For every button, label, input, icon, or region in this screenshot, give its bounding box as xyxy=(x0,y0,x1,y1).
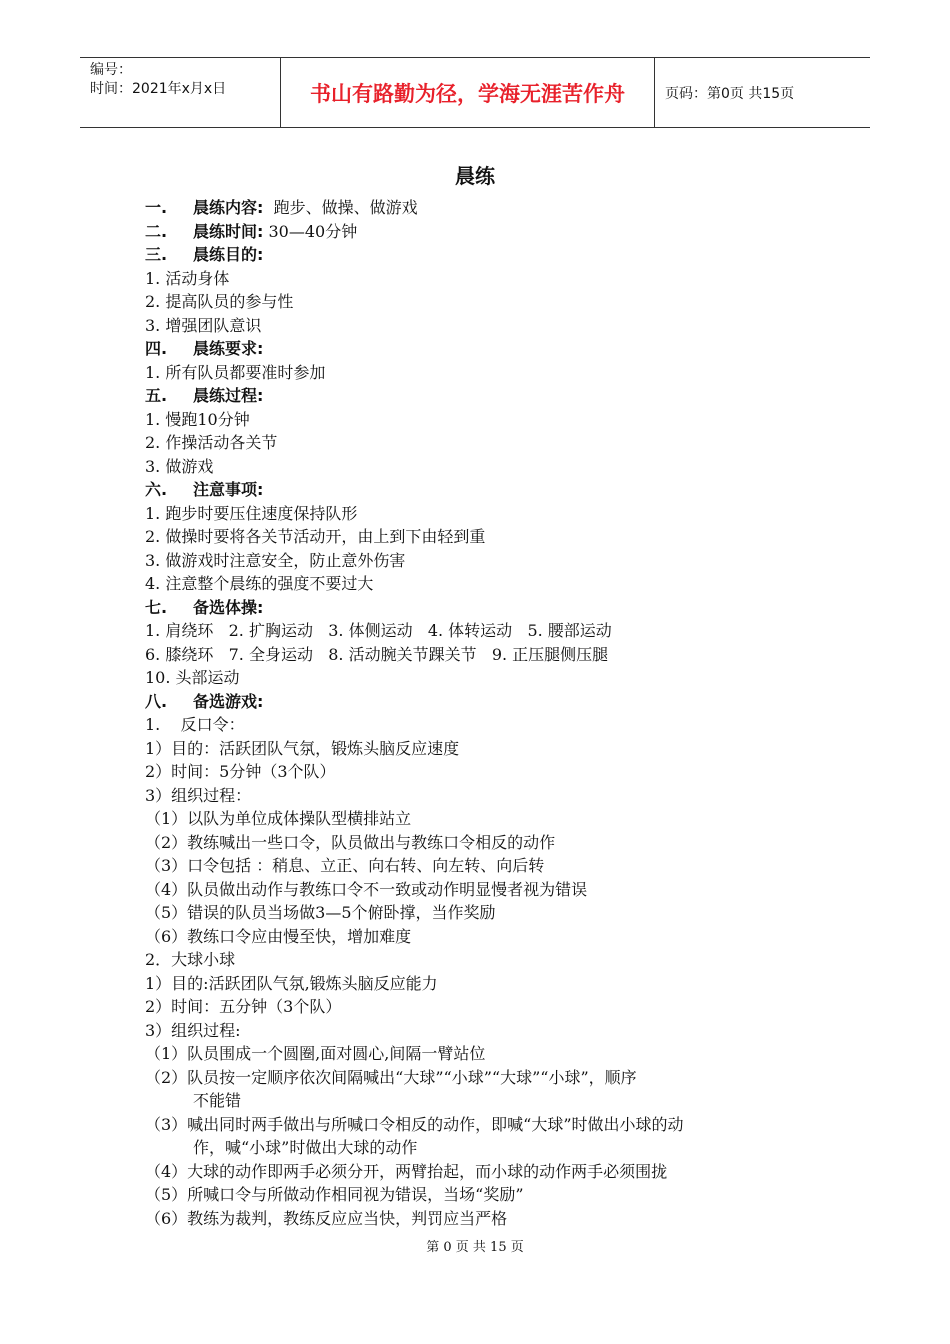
list-item: 1. 慢跑10分钟 xyxy=(145,409,250,429)
list-item: 1. 活动身体 xyxy=(145,268,230,288)
section-number: 五. xyxy=(145,386,168,405)
section-label: 晨练时间: xyxy=(193,221,264,241)
header-page-info: 页码：第0页 共15页 xyxy=(665,85,795,102)
list-item: （1）以队为单位成体操队型横排站立 xyxy=(145,809,412,828)
list-item: 10. 头部运动 xyxy=(145,668,240,687)
list-item: 1. 所有队员都要准时参加 xyxy=(145,362,326,382)
list-item: （6）教练口令应由慢至快，增加难度 xyxy=(145,926,412,946)
list-item: 1. 反口令： xyxy=(145,715,245,734)
list-item: 1）目的：活跃团队气氛，锻炼头脑反应速度 xyxy=(145,738,460,758)
section-label: 注意事项: xyxy=(193,480,264,499)
section-heading xyxy=(145,690,825,714)
list-item: 3）组织过程： xyxy=(145,785,252,805)
list-item: 3. 做游戏时注意安全，防止意外伤害 xyxy=(145,550,406,570)
list-item: （1）队员围成一个圆圈,面对圆心,间隔一臂站位 xyxy=(145,1044,486,1063)
list-item: 2．大球小球 xyxy=(145,950,236,969)
section-heading xyxy=(145,196,825,220)
section-number: 二. xyxy=(145,221,168,241)
list-item: （2）队员按一定顺序依次间隔喊出“大球”“小球”“大球”“小球”，顺序 xyxy=(145,1067,637,1087)
list-item: 4. 注意整个晨练的强度不要过大 xyxy=(145,574,374,593)
section-number: 七. xyxy=(145,597,168,617)
section-heading xyxy=(145,337,825,361)
list-item: 2. 做操时要将各关节活动开，由上到下由轻到重 xyxy=(145,527,486,546)
page-footer: 第 0 页 共 15 页 xyxy=(426,1240,524,1255)
header-meta xyxy=(80,58,281,127)
page-header xyxy=(80,57,870,128)
document-body xyxy=(145,196,825,1230)
section-number: 六. xyxy=(145,480,168,499)
section-number: 四. xyxy=(145,339,168,358)
list-item: （6）教练为裁判，教练反应应当快，判罚应当严格 xyxy=(145,1208,508,1228)
list-item: 2. 作操活动各关节 xyxy=(145,433,278,452)
section-value: 跑步、做操、做游戏 xyxy=(263,198,418,217)
list-item: 1. 肩绕环 2. 扩胸运动 3. 体侧运动 4. 体转运动 5. 腰部运动 xyxy=(145,621,612,640)
section-number: 八. xyxy=(145,691,168,711)
list-item: （5）错误的队员当场做3—5个俯卧撑，当作奖励 xyxy=(145,903,496,922)
section-heading xyxy=(145,596,825,620)
section-label: 晨练内容: xyxy=(193,198,264,217)
list-item: （4）大球的动作即两手必须分开，两臂抬起，而小球的动作两手必须围拢 xyxy=(145,1161,668,1181)
section-number: 三. xyxy=(145,245,168,264)
document-title: 晨练 xyxy=(455,164,495,188)
section-number: 一. xyxy=(145,198,168,217)
list-item-continuation: 不能错 xyxy=(193,1091,242,1110)
list-item: 2. 提高队员的参与性 xyxy=(145,292,294,311)
section-label: 备选体操: xyxy=(193,597,264,617)
list-item: 3）组织过程: xyxy=(145,1020,241,1040)
number-label: 编号： xyxy=(90,62,132,78)
list-item: （5）所喊口令与所做动作相同视为错误，当场“奖励” xyxy=(145,1185,524,1204)
list-item: （3）喊出同时两手做出与所喊口令相反的动作，即喊“大球”时做出小球的动 xyxy=(145,1114,684,1134)
time-label: 时间：2021年x月x日 xyxy=(90,81,227,97)
section-heading xyxy=(145,478,825,502)
section-label: 备选游戏: xyxy=(193,691,264,711)
list-item: 2）时间：五分钟（3个队） xyxy=(145,997,342,1016)
list-item: 3. 做游戏 xyxy=(145,456,214,476)
section-value: 30—40分钟 xyxy=(263,221,358,241)
section-label: 晨练过程: xyxy=(193,386,264,405)
list-item: （4）队员做出动作与教练口令不一致或动作明显慢者视为错误 xyxy=(145,879,588,899)
list-item: 6. 膝绕环 7. 全身运动 8. 活动腕关节踝关节 9. 正压腿侧压腿 xyxy=(145,644,609,664)
list-item: 3. 增强团队意识 xyxy=(145,315,262,335)
list-item: 1）目的:活跃团队气氛,锻炼头脑反应能力 xyxy=(145,973,438,993)
list-item: （3）口令包括 ：稍息、立正、向右转、向左转、向后转 xyxy=(145,856,545,875)
list-item: 2）时间：5分钟（3个队） xyxy=(145,762,336,781)
header-motto: 书山有路勤为径，学海无涯苦作舟 xyxy=(281,58,655,127)
section-heading xyxy=(145,243,825,267)
list-item: 1. 跑步时要压住速度保持队形 xyxy=(145,503,358,523)
section-heading xyxy=(145,220,825,244)
list-item-continuation: 作，喊“小球”时做出大球的动作 xyxy=(193,1138,418,1157)
section-label: 晨练目的: xyxy=(193,245,264,264)
section-heading xyxy=(145,384,825,408)
section-label: 晨练要求: xyxy=(193,339,264,358)
list-item: （2）教练喊出一些口令，队员做出与教练口令相反的动作 xyxy=(145,832,556,852)
